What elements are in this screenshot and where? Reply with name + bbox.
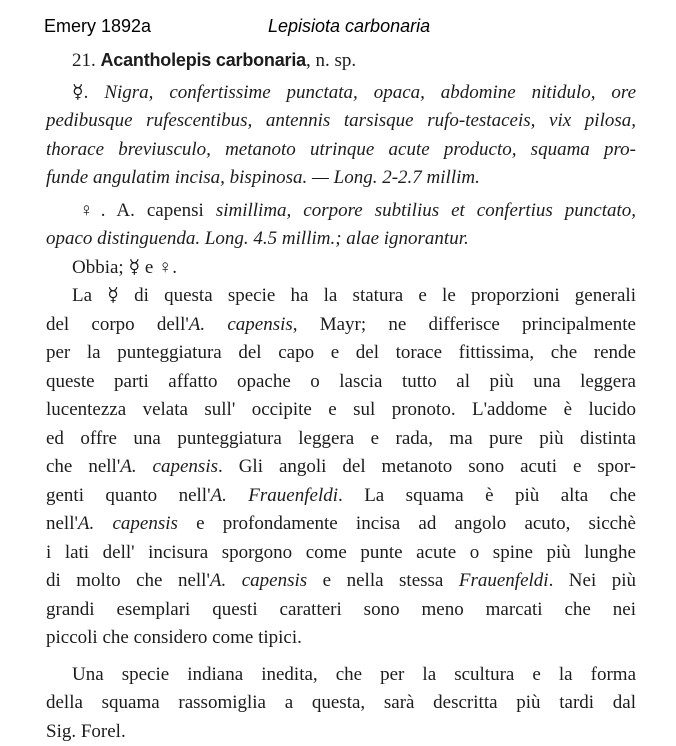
worker-description-line: funde angulatim incisa, bispinosa. — Long. 2-2.7 millim. [46,164,636,193]
worker-symbol: ☿. [72,82,88,103]
female-comparison: A. capensi [116,200,203,221]
text-run: , Mayr; ne differisce principalmente [293,314,636,335]
female-description-line: ♀. A. capensi simillima, corpore subtilius et confertius punctato, [46,197,636,226]
female-description [46,197,636,254]
text-line [46,396,636,425]
text-run: e nella stessa [307,570,459,591]
italic-taxon: A. capensis [120,456,218,477]
italic-taxon: Frauenfeldi [459,570,549,591]
taxon-name: Lepisiota carbonaria [268,16,430,37]
text-line [46,482,636,511]
species-title [46,46,636,75]
text-run: del corpo dell' [46,314,189,335]
text-run: . Gli angoli del metanoto sono acuti e spor- [218,456,636,477]
worker-description-line: pedibusque rufescentibus, antennis tarsisque rufo-testaceis, vix pilosa, [46,107,636,136]
italic-taxon: A. Frauenfeldi [211,485,339,506]
worker-description-line: ☿. Nigra, confertissime punctata, opaca, abdomine nitidulo, ore [46,79,636,108]
italic-taxon: A. capensis [210,570,307,591]
text-run: piccoli che considero come tipici. [46,627,302,648]
female-description-line: opaco distinguenda. Long. 4.5 millim.; alae ignorantur. [46,225,636,254]
text-run: che nell' [46,456,120,477]
text-line [46,282,636,311]
text-line [46,567,636,596]
text-run: ed offre una punteggiatura leggera e rada, ma pure più distinta [46,428,636,449]
text-run: e profondamente incisa ad angolo acuto, sicchè [178,513,636,534]
text-run: La ☿ di questa specie ha la statura e le proporzioni generali [72,285,636,306]
document-body [46,46,636,746]
text-run: di molto che nell' [46,570,210,591]
text-line [46,718,636,746]
text-line [46,624,636,653]
discussion-paragraph [46,282,636,653]
text-run: Sig. Forel. [46,721,126,742]
text-run: i lati dell' incisura sporgono come punte acute o spine più lunghe [46,542,636,563]
species-name: Acantholepis carbonaria [101,50,306,70]
text-run: Una specie indiana inedita, che per la scultura e la forma [72,664,636,685]
italic-taxon: A. capensis [189,314,293,335]
text-run: . Nei più [549,570,636,591]
text-line [46,596,636,625]
species-number: 21. [72,50,96,71]
note-paragraph [46,661,636,746]
text-run: della squama rassomiglia a questa, sarà descritta più tardi dal [46,692,636,713]
page-header [44,16,664,40]
text-line [46,661,636,690]
text-run: nell' [46,513,78,534]
citation-label: Emery 1892a [44,16,151,37]
text-line [46,425,636,454]
worker-description [46,79,636,193]
text-line [46,539,636,568]
locality-line: Obbia; ☿ e ♀. [46,254,636,283]
worker-description-line: thorace breviusculo, metanoto utrinque acute producto, squama pro- [46,136,636,165]
text-line [46,510,636,539]
text-run: queste parti affatto opache o lascia tutto al più una leggera [46,371,636,392]
text-line [46,339,636,368]
species-suffix: , n. sp. [306,50,356,71]
text-run: . La squama è più alta che [338,485,636,506]
text-line [46,453,636,482]
text-run: grandi esemplari questi caratteri sono meno marcati che nei [46,599,636,620]
text-run: genti quanto nell' [46,485,211,506]
female-symbol: ♀. [72,200,105,221]
text-line [46,689,636,718]
text-run: per la punteggiatura del capo e del torace fittissima, che rende [46,342,636,363]
text-line [46,311,636,340]
italic-taxon: A. capensis [78,513,178,534]
text-line [46,368,636,397]
text-run: lucentezza velata sull' occipite e sul pronoto. L'addome è lucido [46,399,636,420]
